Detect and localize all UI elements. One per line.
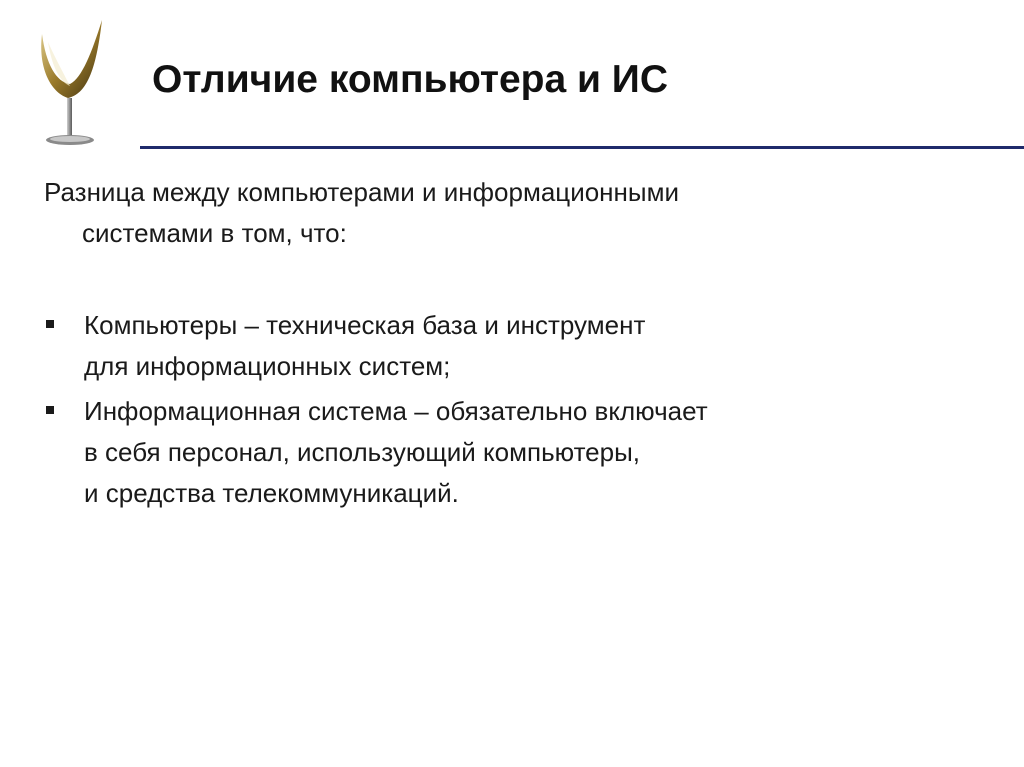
bullet-line: Информационная система – обязательно включает [84, 396, 708, 426]
bullet-line: и средства телекоммуникаций. [84, 478, 459, 508]
bullet-line: для информационных систем; [84, 351, 451, 381]
bullet-list [44, 305, 984, 518]
bullet-line: Компьютеры – техническая база и инструмент [84, 310, 646, 340]
square-bullet-icon [46, 406, 54, 414]
intro-line: системами в том, что: [82, 218, 347, 248]
intro-line: Разница между компьютерами и информационными [44, 177, 679, 207]
title-underline [140, 146, 1024, 149]
bullet-item [44, 391, 984, 514]
slide-title: Отличие компьютера и ИС [152, 58, 668, 101]
bullet-item [44, 305, 984, 387]
bullet-line: в себя персонал, использующий компьютеры, [84, 437, 641, 467]
intro-paragraph [44, 172, 944, 254]
wine-glass-logo-icon [30, 12, 110, 152]
square-bullet-icon [46, 320, 54, 328]
